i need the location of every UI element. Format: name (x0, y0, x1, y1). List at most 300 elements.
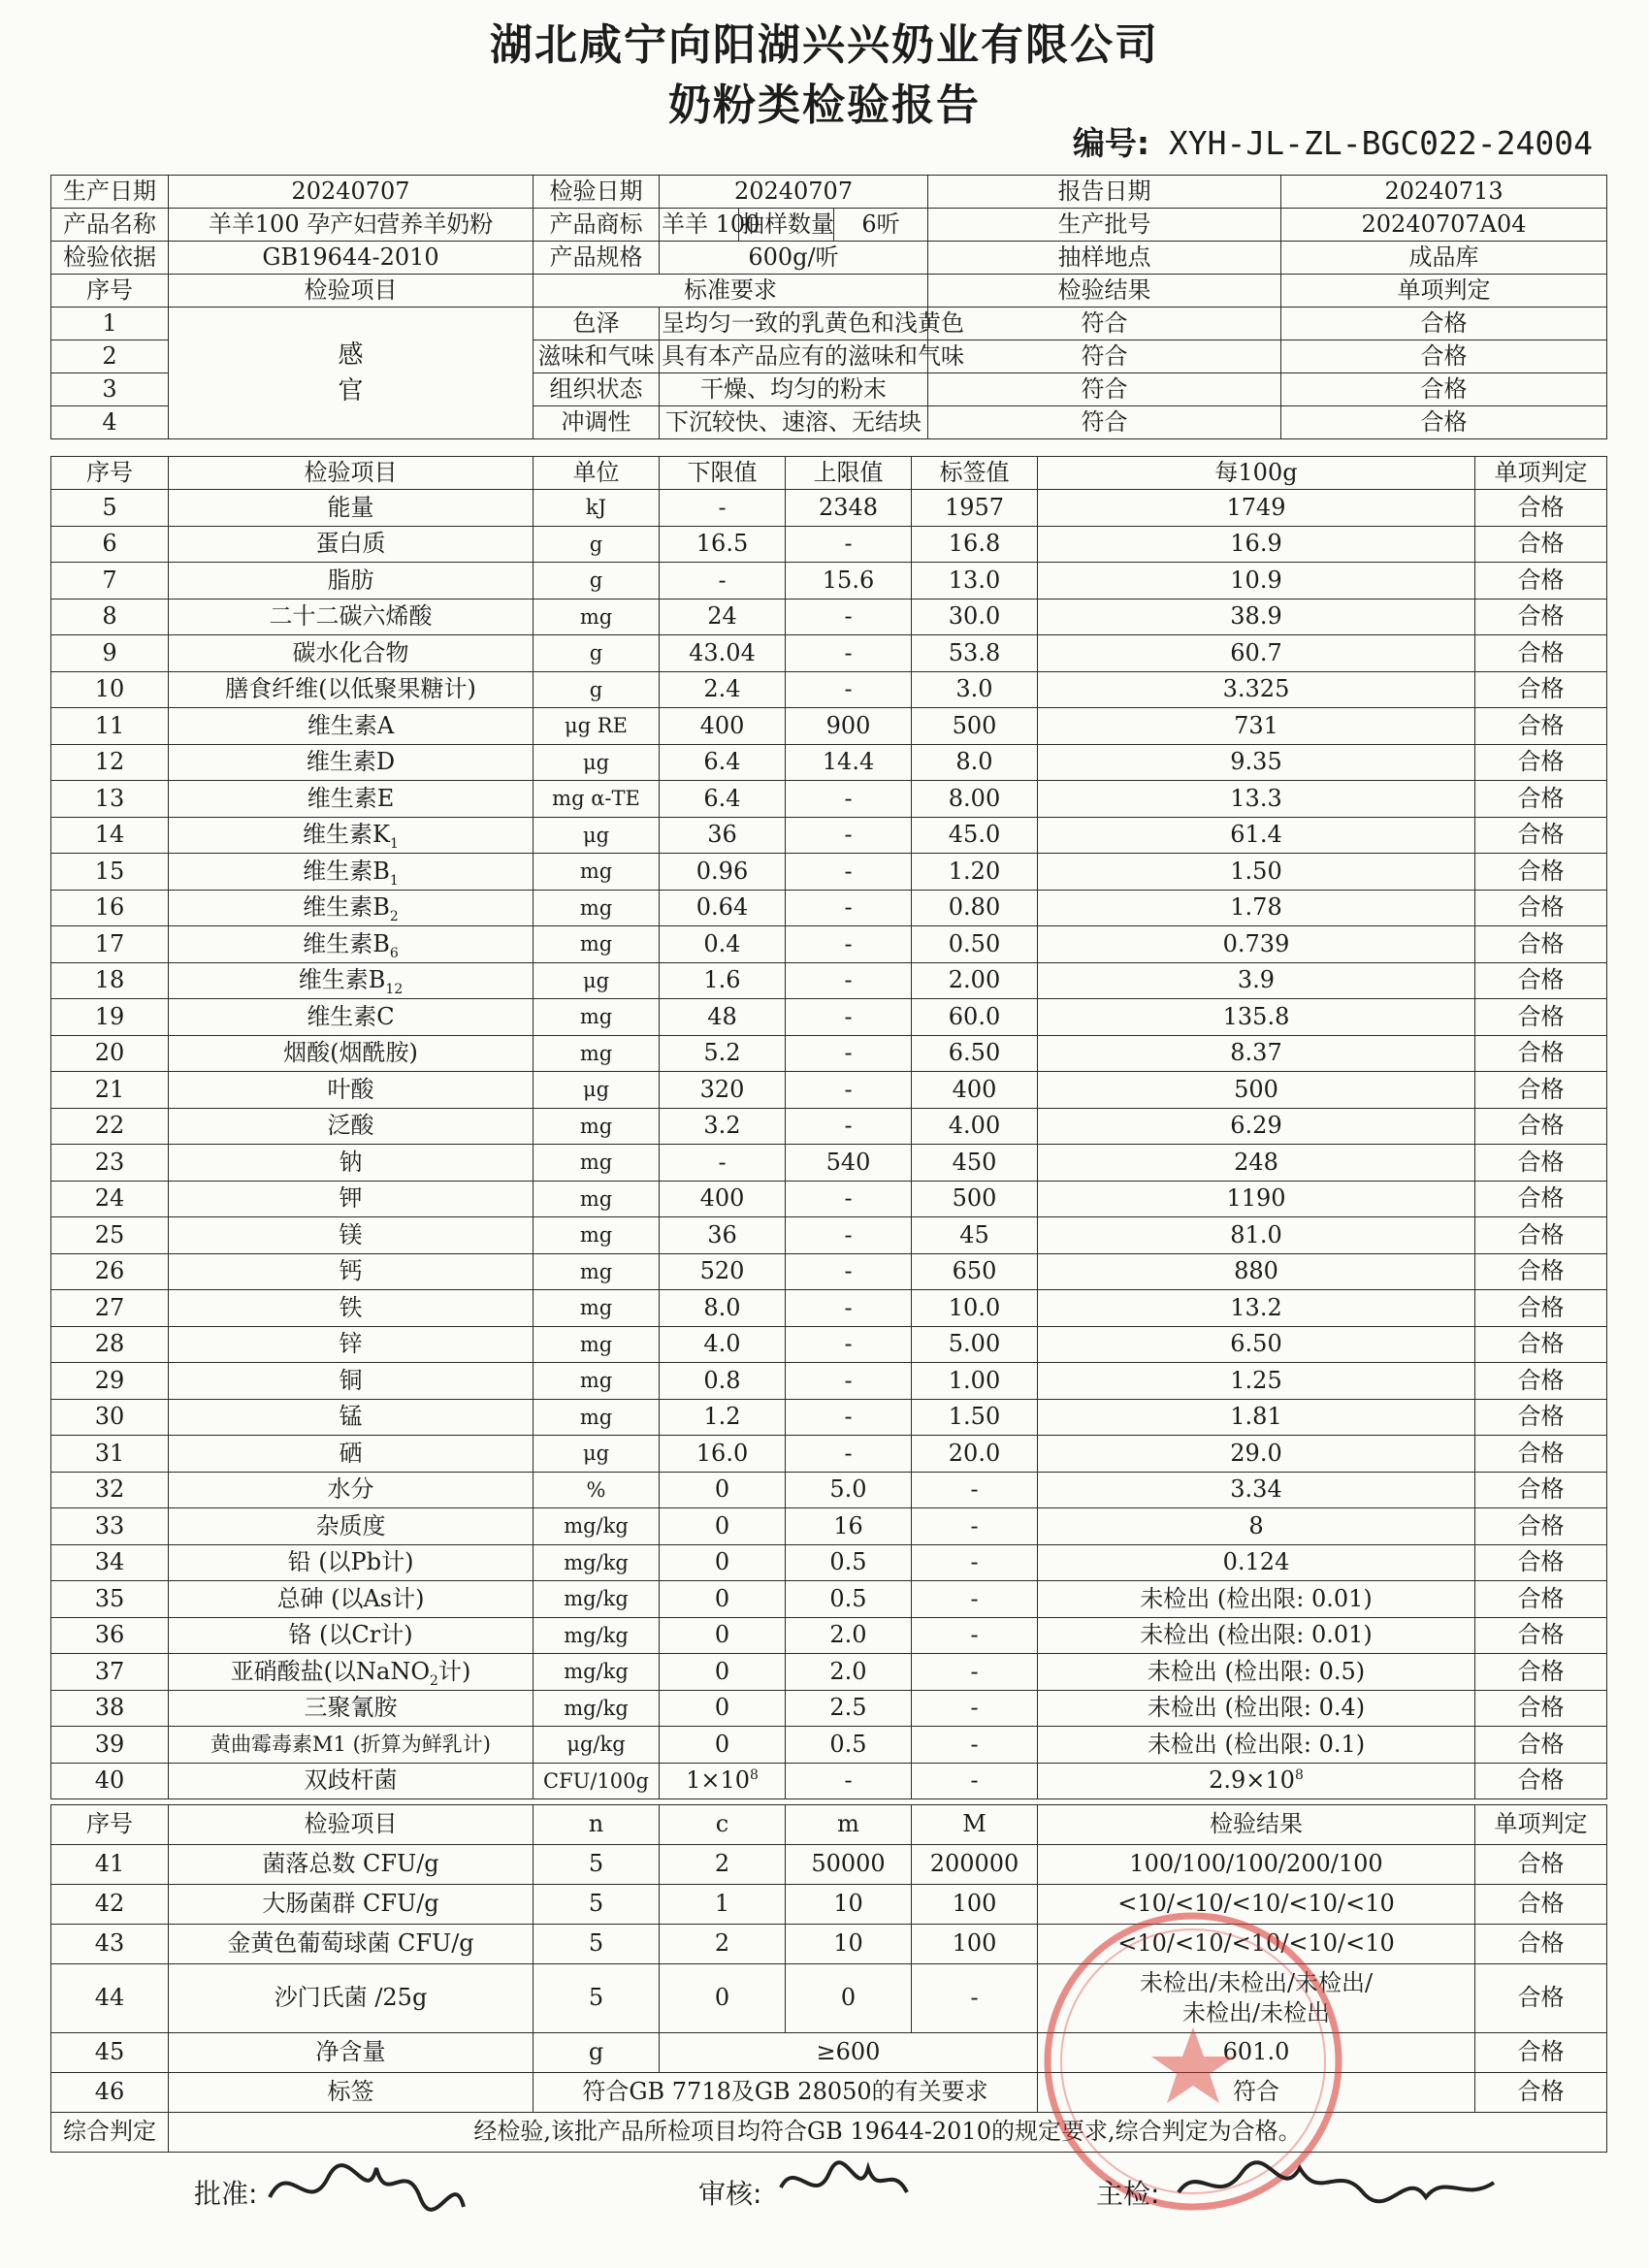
nut-judge: 合格 (1475, 1617, 1607, 1654)
nut-header-item: 检验项目 (169, 457, 534, 490)
nutrition-row (51, 708, 1607, 745)
nut-result: 1749 (1038, 490, 1475, 527)
net-result: 601.0 (1038, 2033, 1475, 2073)
product-name: 羊羊100 孕产妇营养羊奶粉 (169, 209, 534, 242)
nut-item-text: 维生素B (298, 966, 386, 994)
mic-M: 200000 (912, 1845, 1038, 1885)
nut-judge: 合格 (1475, 1035, 1607, 1072)
nutrition-row (51, 490, 1607, 527)
label-no: 46 (51, 2073, 169, 2113)
nutrition-row (51, 1326, 1607, 1363)
net-no: 45 (51, 2033, 169, 2073)
nut-max: - (786, 962, 912, 999)
nut-unit: mg (534, 1181, 660, 1217)
net-judge: 合格 (1475, 2033, 1607, 2073)
nut-no: 39 (51, 1727, 169, 1764)
nut-item (169, 744, 534, 781)
sensory-result: 符合 (928, 340, 1281, 373)
nut-header-max: 上限值 (786, 457, 912, 490)
nut-max: 16 (786, 1508, 912, 1545)
nut-unit: mg/kg (534, 1654, 660, 1691)
nut-min: 0.64 (660, 890, 786, 926)
nut-label: 60.0 (912, 999, 1038, 1036)
nut-unit: mg (534, 1326, 660, 1363)
nutrition-row (51, 744, 1607, 781)
nut-judge: 合格 (1475, 671, 1607, 708)
nut-item-text: 杂质度 (315, 1511, 386, 1539)
nutrition-row (51, 1727, 1607, 1764)
nut-no: 27 (51, 1290, 169, 1327)
nut-item (169, 926, 534, 963)
nut-min: 0 (660, 1727, 786, 1764)
nut-item (169, 1326, 534, 1363)
nut-header-min: 下限值 (660, 457, 786, 490)
nut-judge: 合格 (1475, 1690, 1607, 1727)
nut-label: 1.20 (912, 854, 1038, 891)
nut-unit: mg (534, 599, 660, 635)
nut-result: 29.0 (1038, 1436, 1475, 1473)
sensory-attr: 组织状态 (534, 373, 660, 406)
nut-result: 60.7 (1038, 635, 1475, 672)
sensory-header-judge: 单项判定 (1281, 275, 1607, 308)
nut-item (169, 1253, 534, 1290)
nutrition-row (51, 1399, 1607, 1436)
nut-max: - (786, 526, 912, 563)
nutrition-row (51, 1363, 1607, 1400)
sensory-attr: 色泽 (534, 308, 660, 340)
nut-label: 6.50 (912, 1035, 1038, 1072)
nut-item-text: 维生素A (307, 711, 395, 739)
nutrition-row (51, 1436, 1607, 1473)
nut-no: 14 (51, 817, 169, 854)
nut-judge: 合格 (1475, 1472, 1607, 1508)
mic-item: 大肠菌群 CFU/g (169, 1885, 534, 1925)
nut-item-text: 泛酸 (327, 1112, 374, 1140)
mic-n: 5 (534, 1964, 660, 2033)
nut-item-text: 维生素B (303, 929, 390, 957)
sensory-group-bottom: 官 (338, 375, 364, 405)
test-date: 20240707 (660, 176, 928, 209)
nut-item (169, 781, 534, 818)
nut-max: 15.6 (786, 563, 912, 599)
nut-item-text: 铁 (339, 1293, 363, 1321)
prod-date: 20240707 (169, 176, 534, 209)
mic-item: 金黄色葡萄球菌 CFU/g (169, 1925, 534, 1964)
nut-item (169, 1399, 534, 1436)
mic-judge: 合格 (1475, 1885, 1607, 1925)
nut-judge: 合格 (1475, 890, 1607, 926)
nut-label: 2.00 (912, 962, 1038, 999)
nut-unit: mg (534, 1399, 660, 1436)
nut-item-text: 三聚氰胺 (304, 1694, 398, 1722)
nut-item (169, 1617, 534, 1654)
nut-result: 1190 (1038, 1181, 1475, 1217)
nut-max: - (786, 1072, 912, 1109)
nut-min: 6.4 (660, 744, 786, 781)
nut-unit: μg (534, 962, 660, 999)
nutrition-row (51, 1217, 1607, 1254)
nut-label: - (912, 1472, 1038, 1508)
sample-qty-label: 抽样数量 (739, 209, 834, 242)
nut-max: - (786, 854, 912, 891)
nut-unit: mg/kg (534, 1508, 660, 1545)
nutrition-row (51, 526, 1607, 563)
nut-unit: mg (534, 1217, 660, 1254)
nutrition-row (51, 671, 1607, 708)
nut-min: 400 (660, 1181, 786, 1217)
nut-min: 0 (660, 1544, 786, 1581)
nut-label: 1.00 (912, 1363, 1038, 1400)
nut-no: 26 (51, 1253, 169, 1290)
sensory-header-std: 标准要求 (534, 275, 928, 308)
nut-item-sub: 2 (389, 908, 399, 924)
mic-m: 0 (786, 1964, 912, 2033)
nut-item-text: 膳食纤维(以低聚果糖计) (225, 675, 476, 703)
nut-label: 0.80 (912, 890, 1038, 926)
nut-min: 8.0 (660, 1290, 786, 1327)
label-std: 符合GB 7718及GB 28050的有关要求 (534, 2073, 1038, 2113)
nut-item (169, 1690, 534, 1727)
nut-min-text: 1×10 (686, 1766, 750, 1795)
nut-judge: 合格 (1475, 563, 1607, 599)
nutrition-row (51, 999, 1607, 1036)
nut-max: - (786, 1181, 912, 1217)
mic-judge: 合格 (1475, 1845, 1607, 1885)
nut-item-text: 锰 (339, 1403, 363, 1431)
nut-max: 2.5 (786, 1690, 912, 1727)
nut-no: 24 (51, 1181, 169, 1217)
nut-max: - (786, 1217, 912, 1254)
sensory-no: 1 (51, 308, 169, 340)
nut-item (169, 490, 534, 527)
nut-item-text: 维生素D (306, 748, 396, 776)
sensory-result: 符合 (928, 308, 1281, 340)
label-judge: 合格 (1475, 2073, 1607, 2113)
nutrition-row (51, 1654, 1607, 1691)
sensory-std: 具有本产品应有的滋味和气味 (660, 340, 928, 373)
nut-label: 10.0 (912, 1290, 1038, 1327)
sensory-std: 干燥、均匀的粉末 (660, 373, 928, 406)
nut-max: - (786, 999, 912, 1036)
nut-item (169, 1544, 534, 1581)
nut-item-text: 钠 (339, 1148, 363, 1176)
sensory-std: 下沉较快、速溶、无结块 (660, 406, 928, 439)
net-std: ≥600 (660, 2033, 1038, 2073)
nut-unit: mg (534, 1108, 660, 1145)
sensory-attr: 滋味和气味 (534, 340, 660, 373)
sensory-judge: 合格 (1281, 406, 1607, 439)
nut-judge: 合格 (1475, 1072, 1607, 1109)
mic-result: <10/<10/<10/<10/<10 (1038, 1885, 1475, 1925)
nut-max: - (786, 599, 912, 635)
mic-item: 菌落总数 CFU/g (169, 1845, 534, 1885)
nut-header-no: 序号 (51, 457, 169, 490)
nut-min: 1.2 (660, 1399, 786, 1436)
nut-unit: g (534, 526, 660, 563)
nut-result: 3.325 (1038, 671, 1475, 708)
nutrition-row (51, 1108, 1607, 1145)
nut-judge: 合格 (1475, 1581, 1607, 1618)
nutrition-row (51, 781, 1607, 818)
mic-c: 1 (660, 1885, 786, 1925)
nut-judge: 合格 (1475, 490, 1607, 527)
nut-no: 40 (51, 1763, 169, 1799)
nut-result: 248 (1038, 1145, 1475, 1182)
nut-max: 900 (786, 708, 912, 745)
nut-label: - (912, 1690, 1038, 1727)
mic-header-judge: 单项判定 (1475, 1805, 1607, 1845)
nut-result: 13.2 (1038, 1290, 1475, 1327)
info-table (50, 175, 1607, 439)
nut-item (169, 890, 534, 926)
nut-result: 38.9 (1038, 599, 1475, 635)
nut-item (169, 1290, 534, 1327)
nut-min: 0 (660, 1581, 786, 1618)
nut-unit: g (534, 563, 660, 599)
nut-max: 5.0 (786, 1472, 912, 1508)
nutrition-row (51, 1544, 1607, 1581)
mic-c: 0 (660, 1964, 786, 2033)
nut-header-label: 标签值 (912, 457, 1038, 490)
sensory-header-item: 检验项目 (169, 275, 534, 308)
nut-min: 24 (660, 599, 786, 635)
nut-item-text: 总砷 (以As计) (276, 1584, 425, 1612)
mic-result-line2: 未检出/未检出 (1181, 1999, 1331, 2026)
nutrition-row (51, 1690, 1607, 1727)
nutrition-row (51, 1508, 1607, 1545)
sensory-no: 3 (51, 373, 169, 406)
nut-item-text: 维生素C (307, 1002, 395, 1030)
net-item: 净含量 (169, 2033, 534, 2073)
sensory-no: 4 (51, 406, 169, 439)
nut-no: 13 (51, 781, 169, 818)
nut-item (169, 1472, 534, 1508)
nut-item (169, 1363, 534, 1400)
conclusion-text: 经检验,该批产品所检项目均符合GB 19644-2010的规定要求,综合判定为合格。 (169, 2113, 1607, 2153)
nut-result: 61.4 (1038, 817, 1475, 854)
nut-label: 13.0 (912, 563, 1038, 599)
nut-item-text: 能量 (327, 493, 374, 521)
nut-max: - (786, 1326, 912, 1363)
nut-unit: mg (534, 1253, 660, 1290)
nut-no: 33 (51, 1508, 169, 1545)
nut-label: - (912, 1763, 1038, 1799)
nut-result: 500 (1038, 1072, 1475, 1109)
nut-unit: g (534, 671, 660, 708)
nut-min: - (660, 1145, 786, 1182)
nut-unit: μg RE (534, 708, 660, 745)
nut-label: 45.0 (912, 817, 1038, 854)
nut-label: 1.50 (912, 1399, 1038, 1436)
nut-item (169, 1181, 534, 1217)
nut-result-sup: 8 (1294, 1767, 1304, 1784)
nut-unit: μg (534, 1436, 660, 1473)
nut-no: 30 (51, 1399, 169, 1436)
nut-judge: 合格 (1475, 817, 1607, 854)
nutrition-row (51, 1617, 1607, 1654)
nutrition-row (51, 1472, 1607, 1508)
mic-header-n: n (534, 1805, 660, 1845)
nut-result: 81.0 (1038, 1217, 1475, 1254)
nutrition-row (51, 1072, 1607, 1109)
nut-item-sub: 12 (385, 981, 404, 997)
nut-label: 8.0 (912, 744, 1038, 781)
nut-unit: μg (534, 744, 660, 781)
mic-m: 10 (786, 1885, 912, 1925)
nut-max: - (786, 1763, 912, 1799)
nut-label: - (912, 1727, 1038, 1764)
nut-result: 8 (1038, 1508, 1475, 1545)
nut-result: 未检出 (检出限: 0.01) (1038, 1581, 1475, 1618)
batch-label: 生产批号 (928, 209, 1281, 242)
nut-max: 0.5 (786, 1544, 912, 1581)
nutrition-row (51, 962, 1607, 999)
sample-site-label: 抽样地点 (928, 242, 1281, 275)
nut-unit: mg (534, 1035, 660, 1072)
nut-unit: mg α-TE (534, 781, 660, 818)
nut-unit: mg (534, 1145, 660, 1182)
nut-label: - (912, 1544, 1038, 1581)
doc-number-label: 编号: (1072, 124, 1150, 162)
nut-min: 6.4 (660, 781, 786, 818)
prod-date-label: 生产日期 (51, 176, 169, 209)
nut-min: 4.0 (660, 1326, 786, 1363)
nut-judge: 合格 (1475, 1253, 1607, 1290)
mic-c: 2 (660, 1845, 786, 1885)
nut-no: 38 (51, 1690, 169, 1727)
nut-label: - (912, 1581, 1038, 1618)
nut-no: 22 (51, 1108, 169, 1145)
nutrition-row (51, 635, 1607, 672)
mic-result-line1: 未检出/未检出/未检出/ (1139, 1968, 1374, 1996)
nut-judge: 合格 (1475, 1145, 1607, 1182)
nut-min: 0.96 (660, 854, 786, 891)
nut-min: 48 (660, 999, 786, 1036)
product-name-label: 产品名称 (51, 209, 169, 242)
mic-M: 100 (912, 1925, 1038, 1964)
mic-no: 43 (51, 1925, 169, 1964)
sample-site: 成品库 (1281, 242, 1607, 275)
nut-item-text: 锌 (339, 1330, 363, 1358)
nut-max: - (786, 890, 912, 926)
nut-label: - (912, 1654, 1038, 1691)
nut-judge: 合格 (1475, 1326, 1607, 1363)
nut-min: 16.5 (660, 526, 786, 563)
nut-no: 9 (51, 635, 169, 672)
nut-label: 5.00 (912, 1326, 1038, 1363)
nut-unit: μg/kg (534, 1727, 660, 1764)
nut-item-text: 钙 (339, 1257, 363, 1285)
nut-header-unit: 单位 (534, 457, 660, 490)
nut-result: 1.50 (1038, 854, 1475, 891)
nutrition-row (51, 1763, 1607, 1799)
nut-label: 8.00 (912, 781, 1038, 818)
nut-judge: 合格 (1475, 781, 1607, 818)
nut-item-text: 镁 (339, 1220, 363, 1248)
nut-no: 32 (51, 1472, 169, 1508)
nut-unit: mg/kg (534, 1617, 660, 1654)
sample-qty: 6听 (834, 209, 928, 242)
nut-unit: % (534, 1472, 660, 1508)
nut-judge: 合格 (1475, 1217, 1607, 1254)
nut-min: 400 (660, 708, 786, 745)
nut-max: - (786, 1108, 912, 1145)
nut-label: 53.8 (912, 635, 1038, 672)
mic-no: 42 (51, 1885, 169, 1925)
inspector-signature-icon (1174, 2149, 1504, 2221)
nut-item (169, 563, 534, 599)
nut-item-text: 钾 (339, 1184, 363, 1213)
mic-m: 50000 (786, 1845, 912, 1885)
nut-min-sup: 8 (750, 1767, 759, 1784)
nut-min: 16.0 (660, 1436, 786, 1473)
nut-min: 0.4 (660, 926, 786, 963)
nut-min: 36 (660, 1217, 786, 1254)
mic-M: - (912, 1964, 1038, 2033)
nut-no: 11 (51, 708, 169, 745)
nut-result (1038, 1763, 1475, 1799)
nut-min: - (660, 490, 786, 527)
report-date: 20240713 (1281, 176, 1607, 209)
basis: GB19644-2010 (169, 242, 534, 275)
nut-max: 2348 (786, 490, 912, 527)
nut-judge: 合格 (1475, 1727, 1607, 1764)
mic-n: 5 (534, 1845, 660, 1885)
nut-label: 16.8 (912, 526, 1038, 563)
sensory-group (169, 308, 534, 439)
doc-number-value: XYH-JL-ZL-BGC022-24004 (1168, 124, 1593, 162)
mic-header-item: 检验项目 (169, 1805, 534, 1845)
nut-max: - (786, 671, 912, 708)
nut-min: 5.2 (660, 1035, 786, 1072)
nut-label: 450 (912, 1145, 1038, 1182)
nut-result: 6.29 (1038, 1108, 1475, 1145)
batch: 20240707A04 (1281, 209, 1607, 242)
spec-label: 产品规格 (534, 242, 660, 275)
nut-no: 37 (51, 1654, 169, 1691)
nut-item-text: 水分 (327, 1475, 374, 1504)
nut-max: - (786, 817, 912, 854)
nut-item (169, 1145, 534, 1182)
nut-max: - (786, 1436, 912, 1473)
nut-no: 29 (51, 1363, 169, 1400)
mic-result: <10/<10/<10/<10/<10 (1038, 1925, 1475, 1964)
nut-judge: 合格 (1475, 1436, 1607, 1473)
nut-item-text: 铬 (以Cr计) (288, 1621, 413, 1649)
nut-item (169, 999, 534, 1036)
nut-unit: g (534, 635, 660, 672)
mic-n: 5 (534, 1925, 660, 1964)
nut-item-text: 铅 (以Pb计) (287, 1548, 414, 1576)
nut-item (169, 1508, 534, 1545)
nut-label: 45 (912, 1217, 1038, 1254)
nut-result: 880 (1038, 1253, 1475, 1290)
nut-unit: mg (534, 926, 660, 963)
nut-item-text: 烟酸(烟酰胺) (283, 1039, 418, 1067)
nut-label: 20.0 (912, 1436, 1038, 1473)
nut-item-sub: 2 (430, 1672, 438, 1689)
approve-label: 批准: (194, 2178, 258, 2210)
nut-item (169, 1035, 534, 1072)
nut-item (169, 817, 534, 854)
sensory-judge: 合格 (1281, 308, 1607, 340)
nut-label: 4.00 (912, 1108, 1038, 1145)
nut-header-judge: 单项判定 (1475, 457, 1607, 490)
sensory-result: 符合 (928, 373, 1281, 406)
sensory-no: 2 (51, 340, 169, 373)
nutrition-row (51, 1290, 1607, 1327)
nut-no: 35 (51, 1581, 169, 1618)
